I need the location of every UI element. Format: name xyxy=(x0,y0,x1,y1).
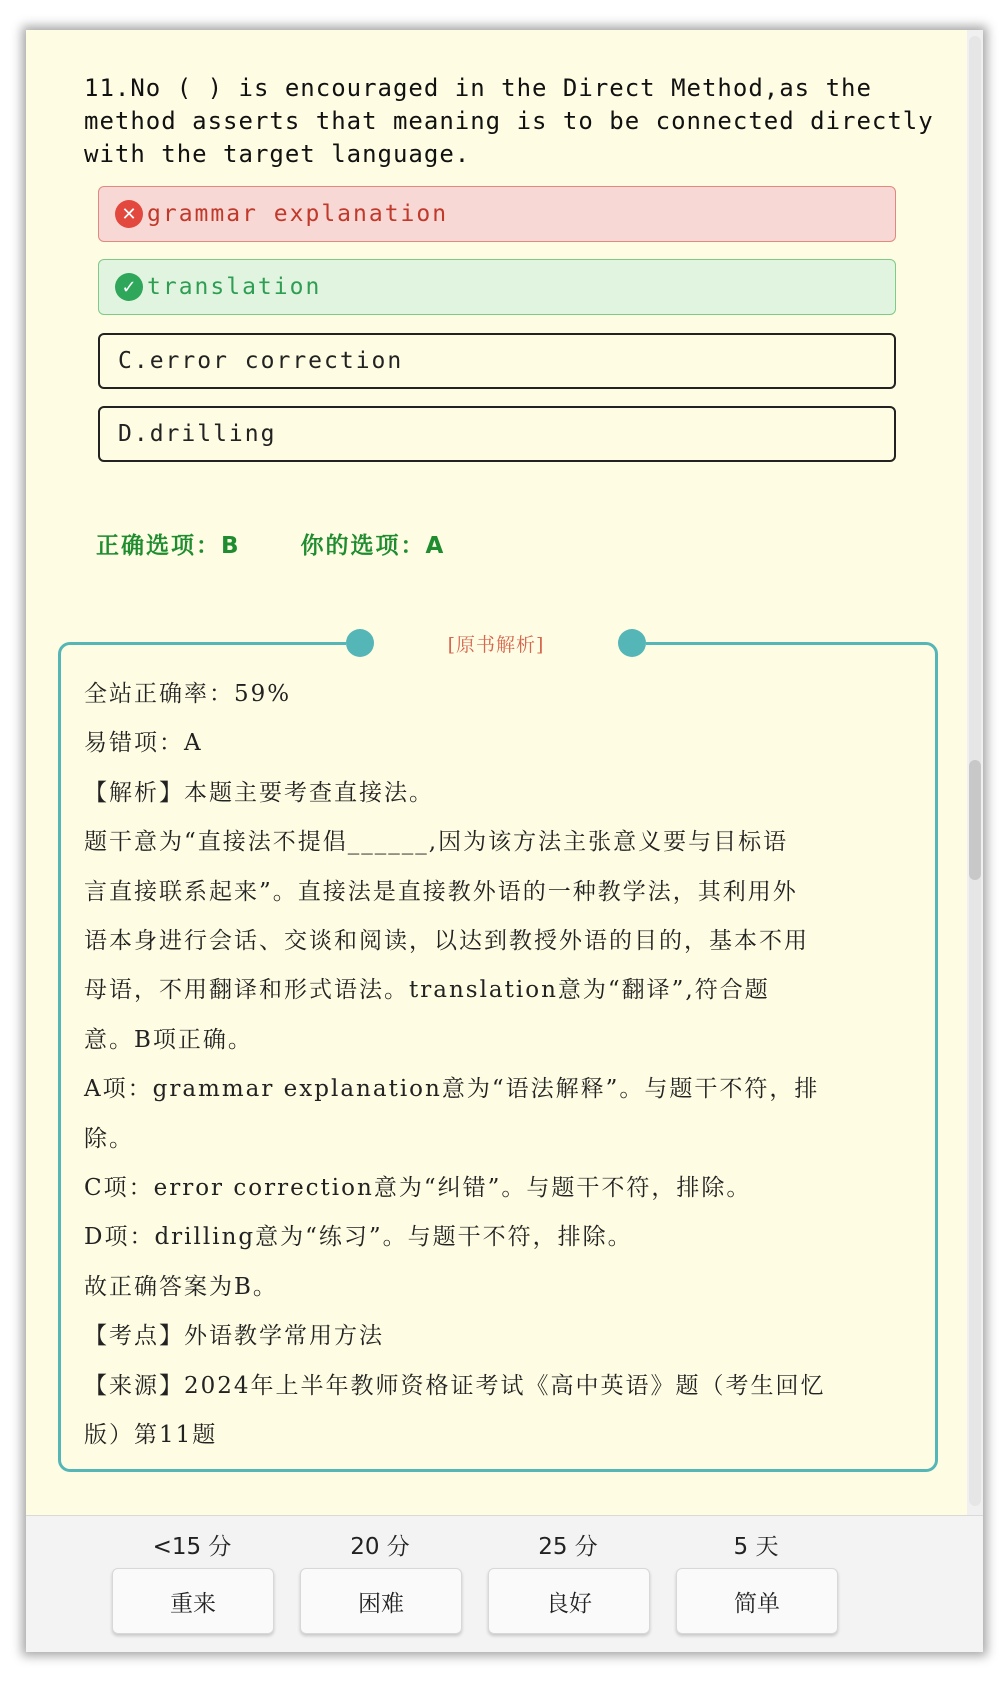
option-label: translation xyxy=(147,274,322,300)
analysis-line: 【来源】2024年上半年教师资格证考试《高中英语》题（考生回忆 xyxy=(84,1372,826,1399)
analysis-line: 故正确答案为B。 xyxy=(84,1273,278,1300)
question-line: method asserts that meaning is to be connected directly xyxy=(84,107,934,135)
footer-col-again xyxy=(112,1516,272,1634)
analysis-text xyxy=(84,670,946,1461)
analysis-line: 母语，不用翻译和形式语法。translation意为“翻译”,符合题 xyxy=(84,977,770,1004)
option-label: C.error correction xyxy=(118,348,404,374)
footer-col-good xyxy=(488,1516,648,1634)
interval-label: 20 分 xyxy=(350,1534,410,1560)
decor-dot-left xyxy=(346,629,374,657)
question-text xyxy=(84,72,944,171)
review-footer xyxy=(26,1515,983,1652)
question-line: with the target language. xyxy=(84,140,471,168)
option-label: grammar explanation xyxy=(147,201,449,227)
analysis-line: 易错项：A xyxy=(84,730,203,757)
interval-label: 25 分 xyxy=(538,1534,598,1560)
good-button[interactable]: 良好 xyxy=(488,1568,650,1634)
answer-summary xyxy=(96,527,445,560)
analysis-line: 【解析】本题主要考查直接法。 xyxy=(84,779,434,806)
hard-button[interactable]: 困难 xyxy=(300,1568,462,1634)
option-d[interactable] xyxy=(98,406,896,462)
footer-col-hard xyxy=(300,1516,460,1634)
analysis-line: D项：drilling意为“练习”。与题干不符，排除。 xyxy=(84,1224,633,1251)
analysis-line: 全站正确率：59% xyxy=(84,681,292,707)
your-answer: 你的选项：A xyxy=(300,533,446,559)
analysis-title: [原书解析] xyxy=(447,633,545,656)
analysis-line: 版）第11题 xyxy=(84,1422,218,1449)
analysis-line: 除。 xyxy=(84,1125,134,1152)
analysis-line: 【考点】外语教学常用方法 xyxy=(84,1323,384,1350)
analysis-line: A项：grammar explanation意为“语法解释”。与题干不符，排 xyxy=(84,1076,820,1103)
analysis-line: 言直接联系起来”。直接法是直接教外语的一种教学法，其利用外 xyxy=(84,878,798,905)
interval-label: 5 天 xyxy=(733,1534,779,1560)
footer-col-easy xyxy=(676,1516,836,1634)
analysis-panel-header xyxy=(346,626,646,660)
analysis-line: C项：error correction意为“纠错”。与题干不符，排除。 xyxy=(84,1175,752,1202)
decor-dot-right xyxy=(618,629,646,657)
easy-button[interactable]: 简单 xyxy=(676,1568,838,1634)
question-line: 11.No ( ) is encouraged in the Direct Method,as the xyxy=(84,74,872,102)
option-c[interactable] xyxy=(98,333,896,389)
interval-label: <15 分 xyxy=(152,1534,232,1560)
analysis-line: 题干意为“直接法不提倡______,因为该方法主张意义要与目标语 xyxy=(84,829,789,856)
analysis-line: 语本身进行会话、交谈和阅读，以达到教授外语的目的，基本不用 xyxy=(84,928,809,955)
app-window xyxy=(26,30,983,1652)
option-b-correct[interactable] xyxy=(98,259,896,315)
check-icon: ✓ xyxy=(115,273,143,301)
again-button[interactable]: 重来 xyxy=(112,1568,274,1634)
option-a-wrong[interactable] xyxy=(98,186,896,242)
analysis-line: 意。B项正确。 xyxy=(84,1026,253,1053)
wrong-icon: ✕ xyxy=(115,200,143,228)
scroll-thumb[interactable] xyxy=(969,760,981,880)
scrollbar[interactable] xyxy=(967,30,983,1515)
option-label: D.drilling xyxy=(118,421,277,447)
correct-answer: 正确选项：B xyxy=(96,533,241,559)
